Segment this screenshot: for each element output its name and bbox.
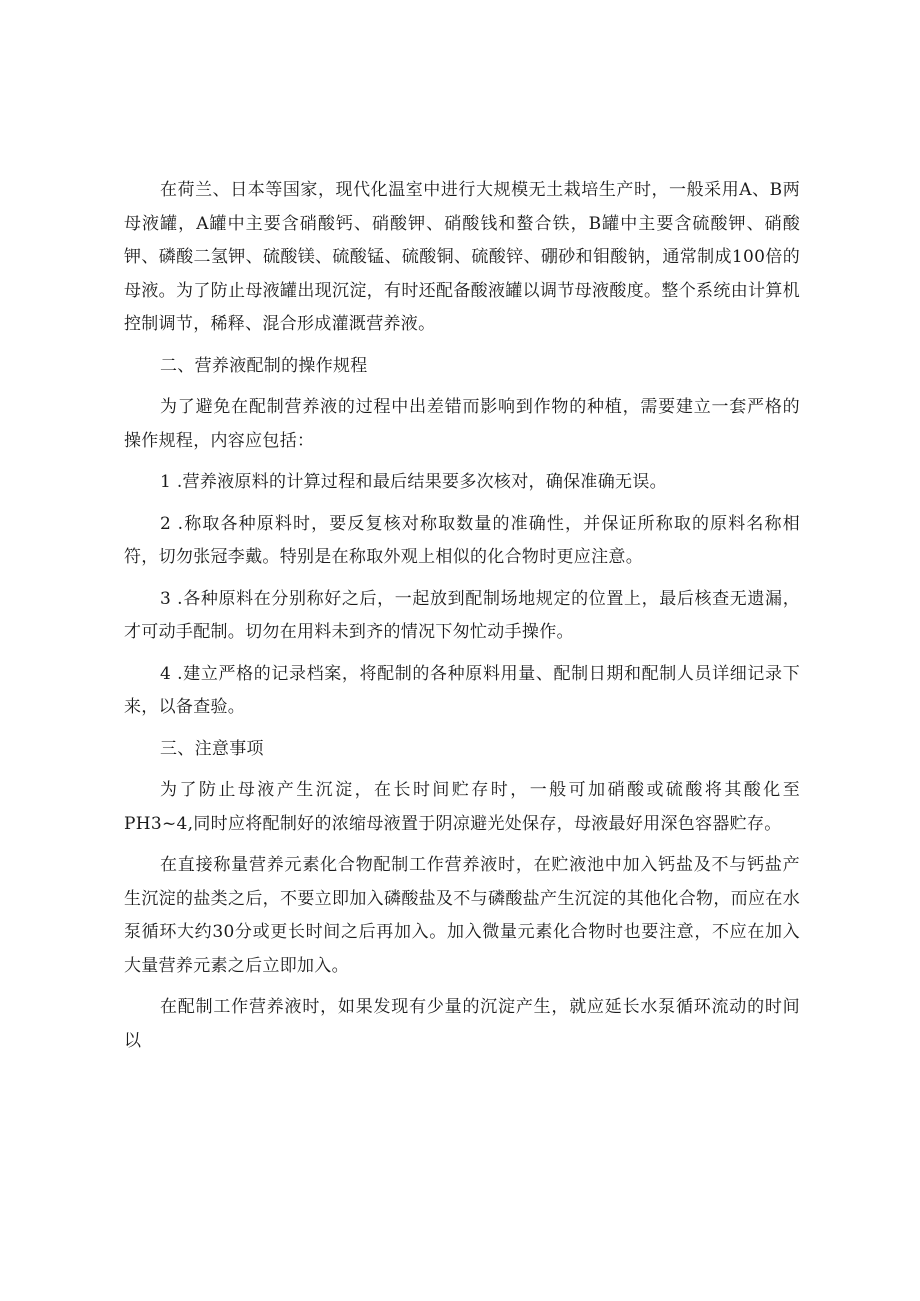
precautions-paragraph: 在配制工作营养液时，如果发现有少量的沉淀产生，就应延长水泵循环流动的时间以 xyxy=(124,997,800,1051)
list-item: 2 .称取各种原料时，要反复核对称取数量的准确性，并保证所称取的原料名称相符，切勿张冠李戴。特别是在称取外观上相似的化合物时更应注意。 xyxy=(124,513,800,567)
section-heading-operating-rules: 二、营养液配制的操作规程 xyxy=(160,355,368,376)
precautions-paragraph: 在直接称量营养元素化合物配制工作营养液时，在贮液池中加入钙盐及不与钙盐产生沉淀的盐类之后，不要立即加入磷酸盐及不与磷酸盐产生沉淀的其他化合物，而应在水泵循环大约30分或更长时间之后再加入。加入微量元素化合物时也要注意，不应在加入大量营养元素之后立即加入。 xyxy=(124,855,800,976)
operating-rules-intro: 为了避免在配制营养液的过程中出差错而影响到作物的种植，需要建立一套严格的操作规程，内容应包括： xyxy=(124,397,800,451)
list-item: 3 .各种原料在分别称好之后，一起放到配制场地规定的位置上，最后核查无遗漏，才可动手配制。切勿在用料未到齐的情况下匆忙动手操作。 xyxy=(124,588,800,642)
document-body xyxy=(124,174,800,1058)
precautions-paragraph: 为了防止母液产生沉淀，在长时间贮存时，一般可加硝酸或硫酸将其酸化至PH3~4,同时应将配制好的浓缩母液置于阴凉避光处保存，母液最好用深色容器贮存。 xyxy=(124,780,800,834)
list-item: 4 .建立严格的记录档案，将配制的各种原料用量、配制日期和配制人员详细记录下来，以备查验。 xyxy=(124,663,800,717)
list-item: 1 .营养液原料的计算过程和最后结果要多次核对，确保准确无误。 xyxy=(160,472,667,492)
section-heading-precautions: 三、注意事项 xyxy=(160,738,264,759)
intro-paragraph: 在荷兰、日本等国家，现代化温室中进行大规模无土栽培生产时，一般采用A、B两母液罐，A罐中主要含硝酸钙、硝酸钾、硝酸钱和螯合铁，B罐中主要含硫酸钾、硝酸钾、磷酸二氢钾、硫酸镁、硫酸锰、硫酸铜、硫酸锌、硼砂和钼酸钠，通常制成100倍的母液。为了防止母液罐出现沉淀，有时还配备酸液罐以调节母液酸度。整个系统由计算机控制调节，稀释、混合形成灌溉营养液。 xyxy=(124,180,800,334)
